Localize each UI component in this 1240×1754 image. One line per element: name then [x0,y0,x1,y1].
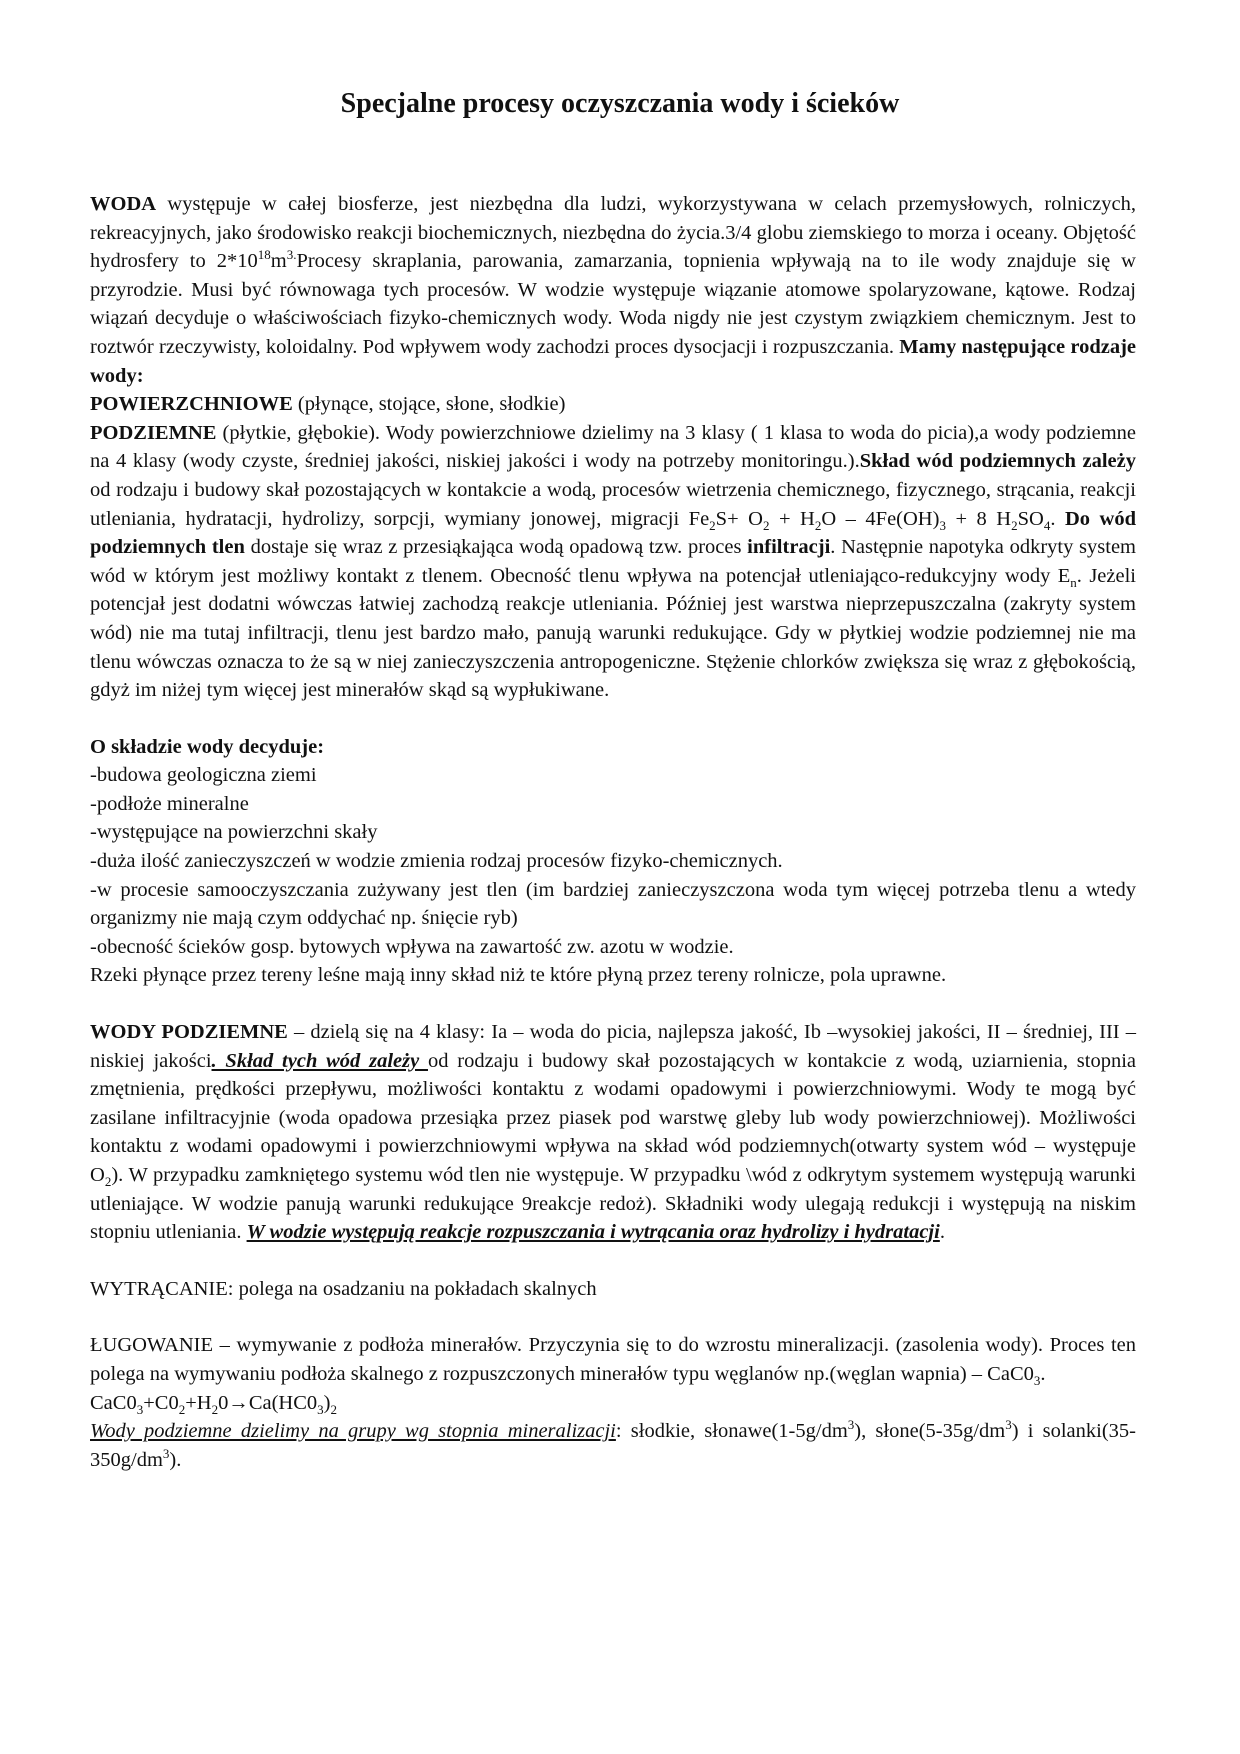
list-item: -występujące na powierzchni skały [90,821,378,844]
term-woda: WODA [90,193,157,215]
paragraph-podziemne: PODZIEMNE (płytkie, głębokie). Wody powierzchniowe dzielimy na 3 klasy ( 1 klasa to woda do picia),a wody podziemne na 4 klasy (wody czyste, średniej jakości, niskiej jakości i wody na potrzeby monitoringu.).Skład wód podziemnych zależy od rodzaju i budowy skał pozostających w kontakcie a wodą, procesów wietrzenia chemicznego, fizycznego, strącania, reakcji utleniania, hydratacji, hydrolizy, sorpcji, wymiany jonowej, migracji $Fe_2S+ O_2 + H_2O - 4Fe(OH)_3 + 8$ $H_2SO_4$. Do wód podziemnych tlen dostaje się wraz z przesiąkająca wodą opadową tzw. proces infiltracji. Następnie napotyka odkryty system wód w którym jest możliwy kontakt z tlenem. Obecność tlenu wpływa na potencjał utleniająco-redukcyjny wody $E_n$. Jeżeli potencjał jest dodatni wówczas łatwiej zachodzą reakcje utleniania. Później jest warstwa nieprzepuszczalna (zakryty system wód) nie ma tutaj infiltracji, tlenu jest bardzo mało, panują warunki redukujące. Gdy w płytkiej wodzie podziemnej nie ma tlenu wówczas oznacza to że są w niej zanieczyszczenia antropogeniczne. Stężenie chlorków zwiększa się wraz z głębokością, gdyż im niżej tym więcej jest minerałów skąd są wypłukiwane. [90,421,1136,702]
paragraph-powierzchniowe: POWIERZCHNIOWE (płynące, stojące, słone, słodkie) [90,393,566,416]
spacer [90,1303,1136,1331]
list-item: -w procesie samooczyszczania zużywany jest tlen (im bardziej zanieczyszczona woda tym więcej potrzeba tlenu a wtedy organizmy nie mają czym oddychać np. śnięcie ryb) [90,878,1136,930]
spacer [90,705,1136,733]
spacer [90,990,1136,1018]
list-heading: O składzie wody decyduje: [90,735,325,758]
list-item: -budowa geologiczna ziemi [90,764,317,787]
paragraph-wody-podziemne: WODY PODZIEMNE – dzielą się na 4 klasy: Ia – woda do picia, najlepsza jakość, Ib –wysokiej jakości, II – średniej, III – niskiej jakości. Skład tych wód zależy od rodzaju i budowy skał pozostających w kontakcie z wodą, uziarnienia, stopnia zmętnienia, prędkości przepływu, możliwości kontaktu z wodami opadowymi i powierzchniowymi. Wody te mogą być zasilane infiltracyjnie (woda opadowa przesiąka przez piasek pod warstwę gleby lub wody powierzchniowej). Możliwości kontaktu z wodami opadowymi i powierzchniowymi wpływa na skład wód podziemnych(otwarty system wód – występuje $O_2$). W przypadku zamkniętego systemu wód tlen nie występuje. W przypadku \wód z odkrytym systemem występują warunki utleniające. W wodzie panują warunki redukujące 9reakcje redoż). Składniki wody ulegają redukcji i występują na niskim stopniu utleniania. W wodzie występują reakcje rozpuszczania i wytrącania oraz hydrolizy i hydratacji. [90,1021,1136,1244]
list-item: -duża ilość zanieczyszczeń w wodzie zmienia rodzaj procesów fizyko-chemicznych. [90,850,783,873]
chemical-equation: $CaC0_3+C0_2+H_20\to Ca(HC0_3)_2$ [90,1391,337,1417]
document-title: Specjalne procesy oczyszczania wody i ścieków [340,88,900,119]
paragraph-woda: WODA występuje w całej biosferze, jest niezbędna dla ludzi, wykorzystywana w celach przemysłowych, rolniczych, rekreacyjnych, jako środowisko reakcji biochemicznych, niezbędna do życia.3/4 globu ziemskiego to morza i oceany. Objętość hydrosfery to $2*10^{18}m^{3.}Procesy$ skraplania, parowania, zamarzania, topnienia wpływają na to ile wody znajduje się w przyrodzie. Musi być równowaga tych procesów. W wodzie występuje wiązanie atomowe spolaryzowane, kątowe. Rodzaj wiązań decyduje o właściwościach fizyko-chemicznych wody. Woda nigdy nie jest czystym związkiem chemicznym. Jest to roztwór rzeczywisty, koloidalny. Pod wpływem wody zachodzi proces dysocjacji i rozpuszczania. Mamy następujące rodzaje wody: [90,193,1136,387]
paragraph-mineralizacja: Wody podziemne dzielimy na grupy wg stopnia mineralizacji: słodkie, $słonawe(1-5g/dm^3)$, $słone(5-35g/dm^3)$ i $solanki(35-350g/dm^3)$. [90,1417,1136,1471]
list-item: -obecność ścieków gosp. bytowych wpływa na zawartość zw. azotu w wodzie. [90,935,734,958]
paragraph-wytracanie: WYTRĄCANIE: polega na osadzaniu na pokładach skalnych [90,1277,597,1300]
paragraph-lugowanie: ŁUGOWANIE – wymywanie z podłoża minerałów. Przyczynia się to do wzrostu mineralizacji. (zasolenia wody). Proces ten polega na wymywaniu podłoża skalnego z rozpuszczonych minerałów typu węglanów np.(węglan wapnia) – $CaC0_3$. [90,1334,1136,1389]
list-item: Rzeki płynące przez tereny leśne mają inny skład niż te które płyną przez tereny rolnicze, pola uprawne. [90,964,947,987]
document-body [90,190,1136,1474]
spacer [90,1247,1136,1275]
list-item: -podłoże mineralne [90,792,249,815]
